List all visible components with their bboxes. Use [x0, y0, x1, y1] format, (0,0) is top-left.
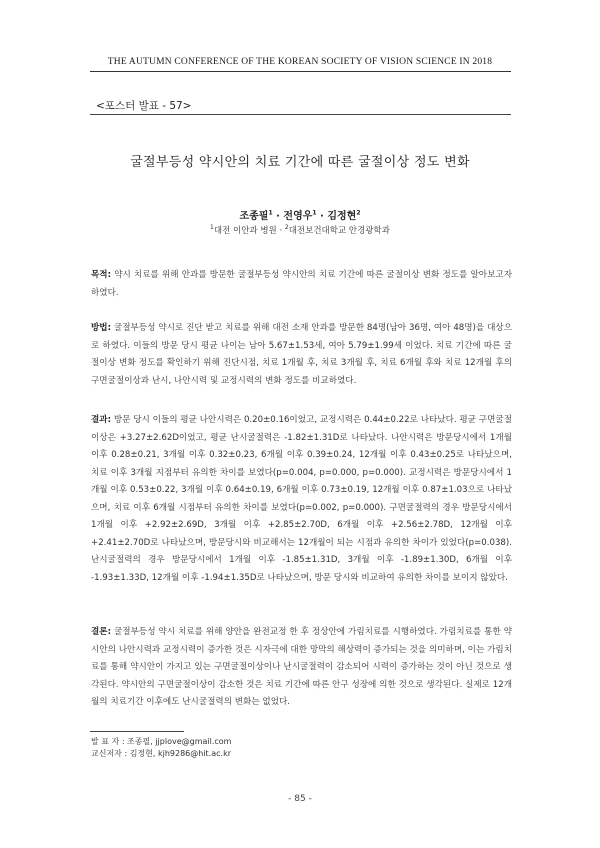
section-label: 목적:: [91, 270, 112, 280]
affiliation-text: 대전 이안과 병원 ·: [213, 226, 285, 236]
poster-divider: [90, 114, 511, 115]
author-list: [0, 207, 600, 222]
section-label: 방법:: [91, 323, 112, 333]
author-separator: ·: [272, 211, 284, 222]
page-number: - 85 -: [288, 794, 312, 804]
affiliations: [0, 224, 600, 236]
author-affiliation-mark: 2: [356, 209, 361, 217]
section-body: 방문 당시 이들의 평균 나안시력은 0.20±0.16이었고, 교정시력은 0.44±0.22로 나타났다. 평균 구면굴절이상은 +3.27±2.62D이었고, 평균 난시굴절력은 -1.82±1.31D로 나타났다. 나안시력은 방문당시에서 1개월 이후 0.28±0.21, 3개월 이후 0.32±0.23, 6개월 이후 0.39±0.24, 12개월 이후 0.43±0.25로 나타났으며, 치료 이후 3개월 지점부터 유의한 차이를 보였다(p=0.004, p=0.000, p=0.000). 교정시력은 방문당시에서 1개월 이후 0.53±0.22, 3개월 이후 0.64±0.19, 6개월 이후 0.73±0.19, 12개월 이후 0.87±1.03으로 나타났으며, 치료 이후 6개월 시점부터 유의한 차이를 보였다(p=0.002, p=0.000). 구면굴절력의 경우 방문당시에서 1개월 이후 +2.92±2.69D, 3개월 이후 +2.85±2.70D, 6개월 이후 +2.56±2.78D, 12개월 이후 +2.41±2.70D로 나타났으며, 방문당시와 비교해서는 12개월이 되는 시점과 유의한 차이가 있었다(p=0.038). 난시굴절력의 경우 방문당시에서 1개월 이후 -1.85±1.31D, 3개월 이후 -1.89±1.30D, 6개월 이후 -1.93±1.33D, 12개월 이후 -1.94±1.35D로 나타났으며, 방문 당시와 비교하여 유의한 차이를 보이지 않았다.: [91, 415, 512, 583]
author-name: 조종필: [239, 211, 269, 222]
footnote-divider: [90, 731, 184, 732]
affiliation-mark: 2: [284, 224, 289, 232]
section-body: 굴절부등성 약시 치료를 위해 양안을 완전교정 한 후 정상안에 가림치료를 시행하였다. 가림치료를 통한 약시안의 나안시력과 교정시력이 증가한 것은 시자극에 대한 망막의 해상력이 증가되는 것을 의미하며, 이는 가림치료를 통해 약시안이 가지고 있는 구면굴절이상이나 난시굴절력이 감소되어 시력이 증가하는 것이 아닌 것으로 생각된다. 약시안의 구면굴절이상이 감소한 것은 치료 기간에 따른 안구 성장에 의한 것으로 생각된다. 실제로 12개월의 치료기간 이후에도 난시굴절력의 변화는 없었다.: [91, 627, 512, 707]
results-section: [91, 412, 512, 587]
author-affiliation-mark: 1: [312, 209, 317, 217]
section-label: 결론:: [91, 627, 112, 637]
author-affiliation-mark: 1: [268, 209, 273, 217]
conclusion-section: [91, 624, 512, 712]
corresponding-author-footnote: 교신저자 : 김정현, kjh9286@hit.ac.kr: [91, 749, 231, 758]
author-name: 김정현: [327, 211, 357, 222]
poster-number: <포스터 발표 - 57>: [96, 100, 192, 112]
affiliation-text: 대전보건대학교 안경광학과: [288, 226, 390, 236]
affiliation-mark: 1: [210, 224, 214, 232]
header-divider: [90, 71, 511, 72]
presenter-footnote: 발 표 자 : 조종필, jjplove@gmail.com: [91, 737, 232, 746]
author-name: 전영우: [283, 211, 313, 222]
paper-title: 굴절부등성 약시안의 치료 기간에 따른 굴절이상 정도 변화: [130, 155, 470, 170]
methods-section: [91, 320, 512, 390]
purpose-section: [91, 267, 512, 302]
conference-header: THE AUTUMN CONFERENCE OF THE KOREAN SOCIETY OF VISION SCIENCE IN 2018: [107, 57, 493, 67]
author-separator: ·: [316, 211, 328, 222]
section-body: 약시 치료를 위해 안과를 방문한 굴절부등성 약시안의 치료 기간에 따른 굴절이상 변화 정도를 알아보고자 하였다.: [91, 270, 512, 298]
section-label: 결과:: [91, 415, 112, 425]
section-body: 굴절부등성 약시로 진단 받고 치료를 위해 대전 소재 안과를 방문한 84명(남아 36명, 여아 48명)을 대상으로 하였다. 이들의 방문 당시 평균 나이는 남아 5.67±1.53세, 여아 5.79±1.99세 이었다. 치료 기간에 따른 굴절이상 변화 정도를 확인하기 위해 진단시점, 치료 1개월 후, 치료 3개월 후, 치료 6개월 후와 치료 12개월 후의 구면굴절이상과 난시, 나안시력 및 교정시력의 변화 정도를 비교하였다.: [91, 323, 512, 386]
